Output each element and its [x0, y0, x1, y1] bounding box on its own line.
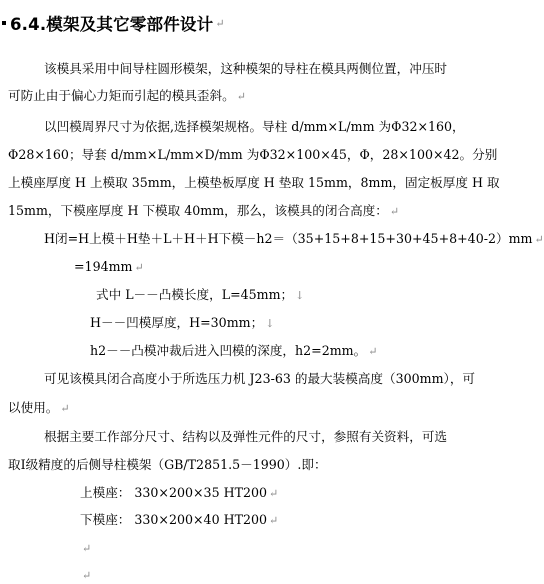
paragraph-mark-icon: ↵: [269, 487, 279, 500]
section-heading-row: [0, 10, 225, 36]
paragraph-mark-icon: ↵: [269, 514, 279, 527]
paragraph-mark-icon: ↵: [534, 233, 544, 246]
section-heading: 6.4.模架及其它零部件设计: [10, 15, 214, 34]
paragraph-mark-icon: ↵: [82, 569, 92, 582]
spec-line-lower-die-seat: 下模座： 330×200×40 HT200 ↵: [80, 512, 279, 527]
definition-line: H－－凹模厚度，H=30mm； ↓: [90, 315, 275, 330]
formula-result: =194mm ↵: [74, 259, 144, 274]
empty-paragraph: [80, 540, 91, 557]
spec-line-upper-die-seat: 上模座： 330×200×35 HT200 ↵: [80, 485, 279, 500]
paragraph-mark-icon: ↵: [134, 261, 144, 274]
paragraph-mark-icon: ↵: [389, 205, 400, 218]
body-line: 根据主要工作部分尺寸、结构以及弹性元件的尺寸，参照有关资料，可选: [44, 429, 447, 444]
empty-paragraph: [80, 567, 91, 584]
definition-line: 式中 L－－凸模长度，L=45mm； ↓: [96, 287, 305, 302]
heading-bullet-icon: [2, 21, 6, 25]
line-break-mark-icon: ↓: [265, 317, 275, 330]
body-line: 上模座厚度 H 上模取 35mm，上模垫板厚度 H 垫取 15mm，8mm，固定板厚度 H 取: [8, 175, 500, 190]
line-break-mark-icon: ↓: [295, 289, 305, 302]
body-line: 15mm，下模座厚度 H 下模取 40mm，那么，该模具的闭合高度： ↵: [8, 203, 400, 218]
body-line: 以使用。 ↵: [8, 400, 70, 415]
paragraph-mark-icon: ↵: [236, 90, 246, 103]
body-line: 取Ⅰ级精度的后侧导柱模架（GB/T2851.5－1990）.即：: [8, 457, 327, 472]
body-line: 可见该模具闭合高度小于所选压力机 J23-63 的最大装模高度（300mm），可: [44, 371, 476, 386]
paragraph-mark-icon: ↵: [82, 542, 92, 555]
body-line: 可防止由于偏心力矩而引起的模具歪斜。 ↵: [8, 88, 246, 103]
body-line: 该模具采用中间导柱圆形模架，这种模架的导柱在模具两侧位置，冲压时: [44, 61, 447, 76]
paragraph-mark-icon: ↵: [60, 402, 70, 415]
paragraph-mark-icon: ↵: [368, 345, 378, 358]
body-line: 以凹模周界尺寸为依据,选择模架规格。导柱 d/mm×L/mm 为Φ32×160，: [44, 119, 465, 134]
body-line: Φ28×160；导套 d/mm×L/mm×D/mm 为Φ32×100×45，Φ，28×100×42。分别: [8, 147, 498, 162]
definition-line: h2－－凸模冲裁后进入凹模的深度，h2=2mm。 ↵: [90, 343, 378, 358]
formula-line: H闭=H上模＋H垫＋L＋H＋H下模－h2＝（35+15+8+15+30+45+8+40-2）mm ↵: [44, 231, 544, 246]
paragraph-mark-icon: ↵: [215, 16, 225, 30]
